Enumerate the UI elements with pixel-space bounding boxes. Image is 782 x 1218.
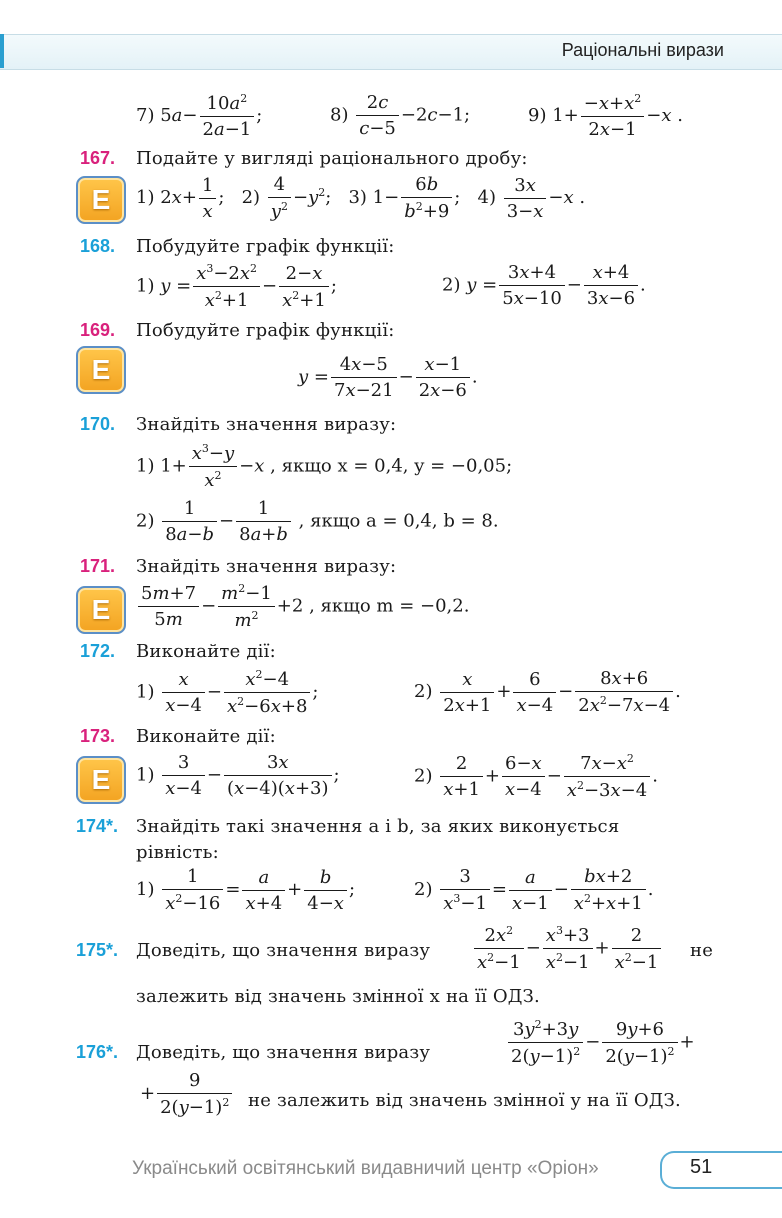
problem-number-173: 173. <box>80 726 116 746</box>
problem-text-176-line1: Доведіть, що значення виразу <box>136 1042 431 1063</box>
problem-text-168: Побудуйте графік функції: <box>136 236 395 257</box>
problem-number-174: 174*. <box>76 816 119 836</box>
expr-176-part2: + $\frac{9}{2(y-1)^2}$ <box>140 1070 234 1118</box>
problem-text-175-line1: Доведіть, що значення виразу <box>136 940 431 961</box>
e-badge-icon: Е <box>76 346 126 394</box>
expr-169: y = $\frac{4x-5}{7x-21}$ − $\frac{x-1}{2x-6}$ . <box>298 354 478 401</box>
expr-172-1: 1) $\frac{x}{x-4}$ − $\frac{x^2-4}{x^2-6x+8}$ ; <box>136 668 319 717</box>
expr-166-8: 8) $\frac{2c}{c-5}$ −2c−1; <box>330 92 471 139</box>
page-number: 51 <box>690 1156 713 1178</box>
e-badge-icon: Е <box>76 586 126 634</box>
expr-166-9: 9) 1+ $\frac{-x+x^2}{2x-1}$ −x . <box>528 92 683 140</box>
problem-number-170: 170. <box>80 414 116 434</box>
problem-text-175-after: не <box>690 940 714 961</box>
problem-number-172: 172. <box>80 641 116 661</box>
problem-text-169: Побудуйте графік функції: <box>136 320 395 341</box>
problem-number-169: 169. <box>80 320 116 340</box>
expr-173-1: 1) $\frac{3}{x-4}$ − $\frac{3x}{(x-4)(x+3)}$ ; <box>136 752 340 799</box>
problem-number-168: 168. <box>80 236 116 256</box>
expr-174-2: 2) $\frac{3}{x^3-1}$ = $\frac{a}{x-1}$ − $\frac{bx+2}{x^2+x+1}$ . <box>414 866 654 914</box>
problem-number-176: 176*. <box>76 1042 119 1062</box>
problem-text-167: Подайте у вигляді раціонального дробу: <box>136 148 528 169</box>
problem-text-175-line2: залежить від значень змінної x на її ОДЗ. <box>136 986 540 1007</box>
problem-text-174-line2: рівність: <box>136 842 219 863</box>
expr-168-2: 2) y = $\frac{3x+4}{5x-10}$ − $\frac{x+4}{3x-6}$ . <box>442 262 646 309</box>
expr-171: $\frac{5m+7}{5m}$ − $\frac{m^2-1}{m^2}$ +2 , якщо m = −0,2. <box>136 582 469 631</box>
expr-174-1: 1) $\frac{1}{x^2-16}$ = $\frac{a}{x+4}$ + $\frac{b}{4-x}$ ; <box>136 866 356 914</box>
expr-173-2: 2) $\frac{2}{x+1}$ + $\frac{6-x}{x-4}$ − $\frac{7x-x^2}{x^2-3x-4}$ . <box>414 752 658 801</box>
problem-number-167: 167. <box>80 148 116 168</box>
problem-number-175: 175*. <box>76 940 119 960</box>
expr-175: $\frac{2x^2}{x^2-1}$ − $\frac{x^3+3}{x^2-1}$ + $\frac{2}{x^2-1}$ <box>472 924 663 973</box>
problem-text-172: Виконайте дії: <box>136 641 276 662</box>
expr-170-2: 2) $\frac{1}{8a-b}$ − $\frac{1}{8a+b}$ , якщо a = 0,4, b = 8. <box>136 498 499 545</box>
problem-text-176-line2: не залежить від значень змінної y на її ОДЗ. <box>248 1090 681 1111</box>
e-badge-icon: Е <box>76 756 126 804</box>
expr-166-7: 7) 5a− $\frac{10a^2}{2a-1}$ ; <box>136 92 263 140</box>
problem-text-173: Виконайте дії: <box>136 726 276 747</box>
publisher-footer: Український освітянський видавничий центр «Оріон» <box>132 1158 599 1179</box>
page-number-tab <box>660 1151 782 1189</box>
problem-text-171: Знайдіть значення виразу: <box>136 556 397 577</box>
problem-number-171: 171. <box>80 556 116 576</box>
expr-167: 1) 2x+ $\frac{1}{x}$ ; 2) $\frac{4}{y^2}$ $-y^2$; 3) 1− $\frac{6b}{b^2+9}$ ; 4) $\frac{3x}{3-x}$ −x . <box>136 174 586 222</box>
expr-172-2: 2) $\frac{x}{2x+1}$ + $\frac{6}{x-4}$ − $\frac{8x+6}{2x^2-7x-4}$ . <box>414 668 681 716</box>
expr-170-1: 1) 1+ $\frac{x^3-y}{x^2}$ −x , якщо x = 0,4, y = −0,05; <box>136 442 513 491</box>
problem-text-174-line1: Знайдіть такі значення a і b, за яких виконується <box>136 816 620 837</box>
expr-176-part1: $\frac{3y^2+3y}{2(y-1)^2}$ − $\frac{9y+6}{2(y-1)^2}$ + <box>506 1018 695 1067</box>
e-badge-icon: Е <box>76 176 126 224</box>
problem-text-170: Знайдіть значення виразу: <box>136 414 397 435</box>
header-accent <box>0 34 4 68</box>
section-title: Раціональні вирази <box>561 40 724 60</box>
expr-168-1: 1) y = $\frac{x^3-2x^2}{x^2+1}$ − $\frac{2-x}{x^2+1}$ ; <box>136 262 337 311</box>
